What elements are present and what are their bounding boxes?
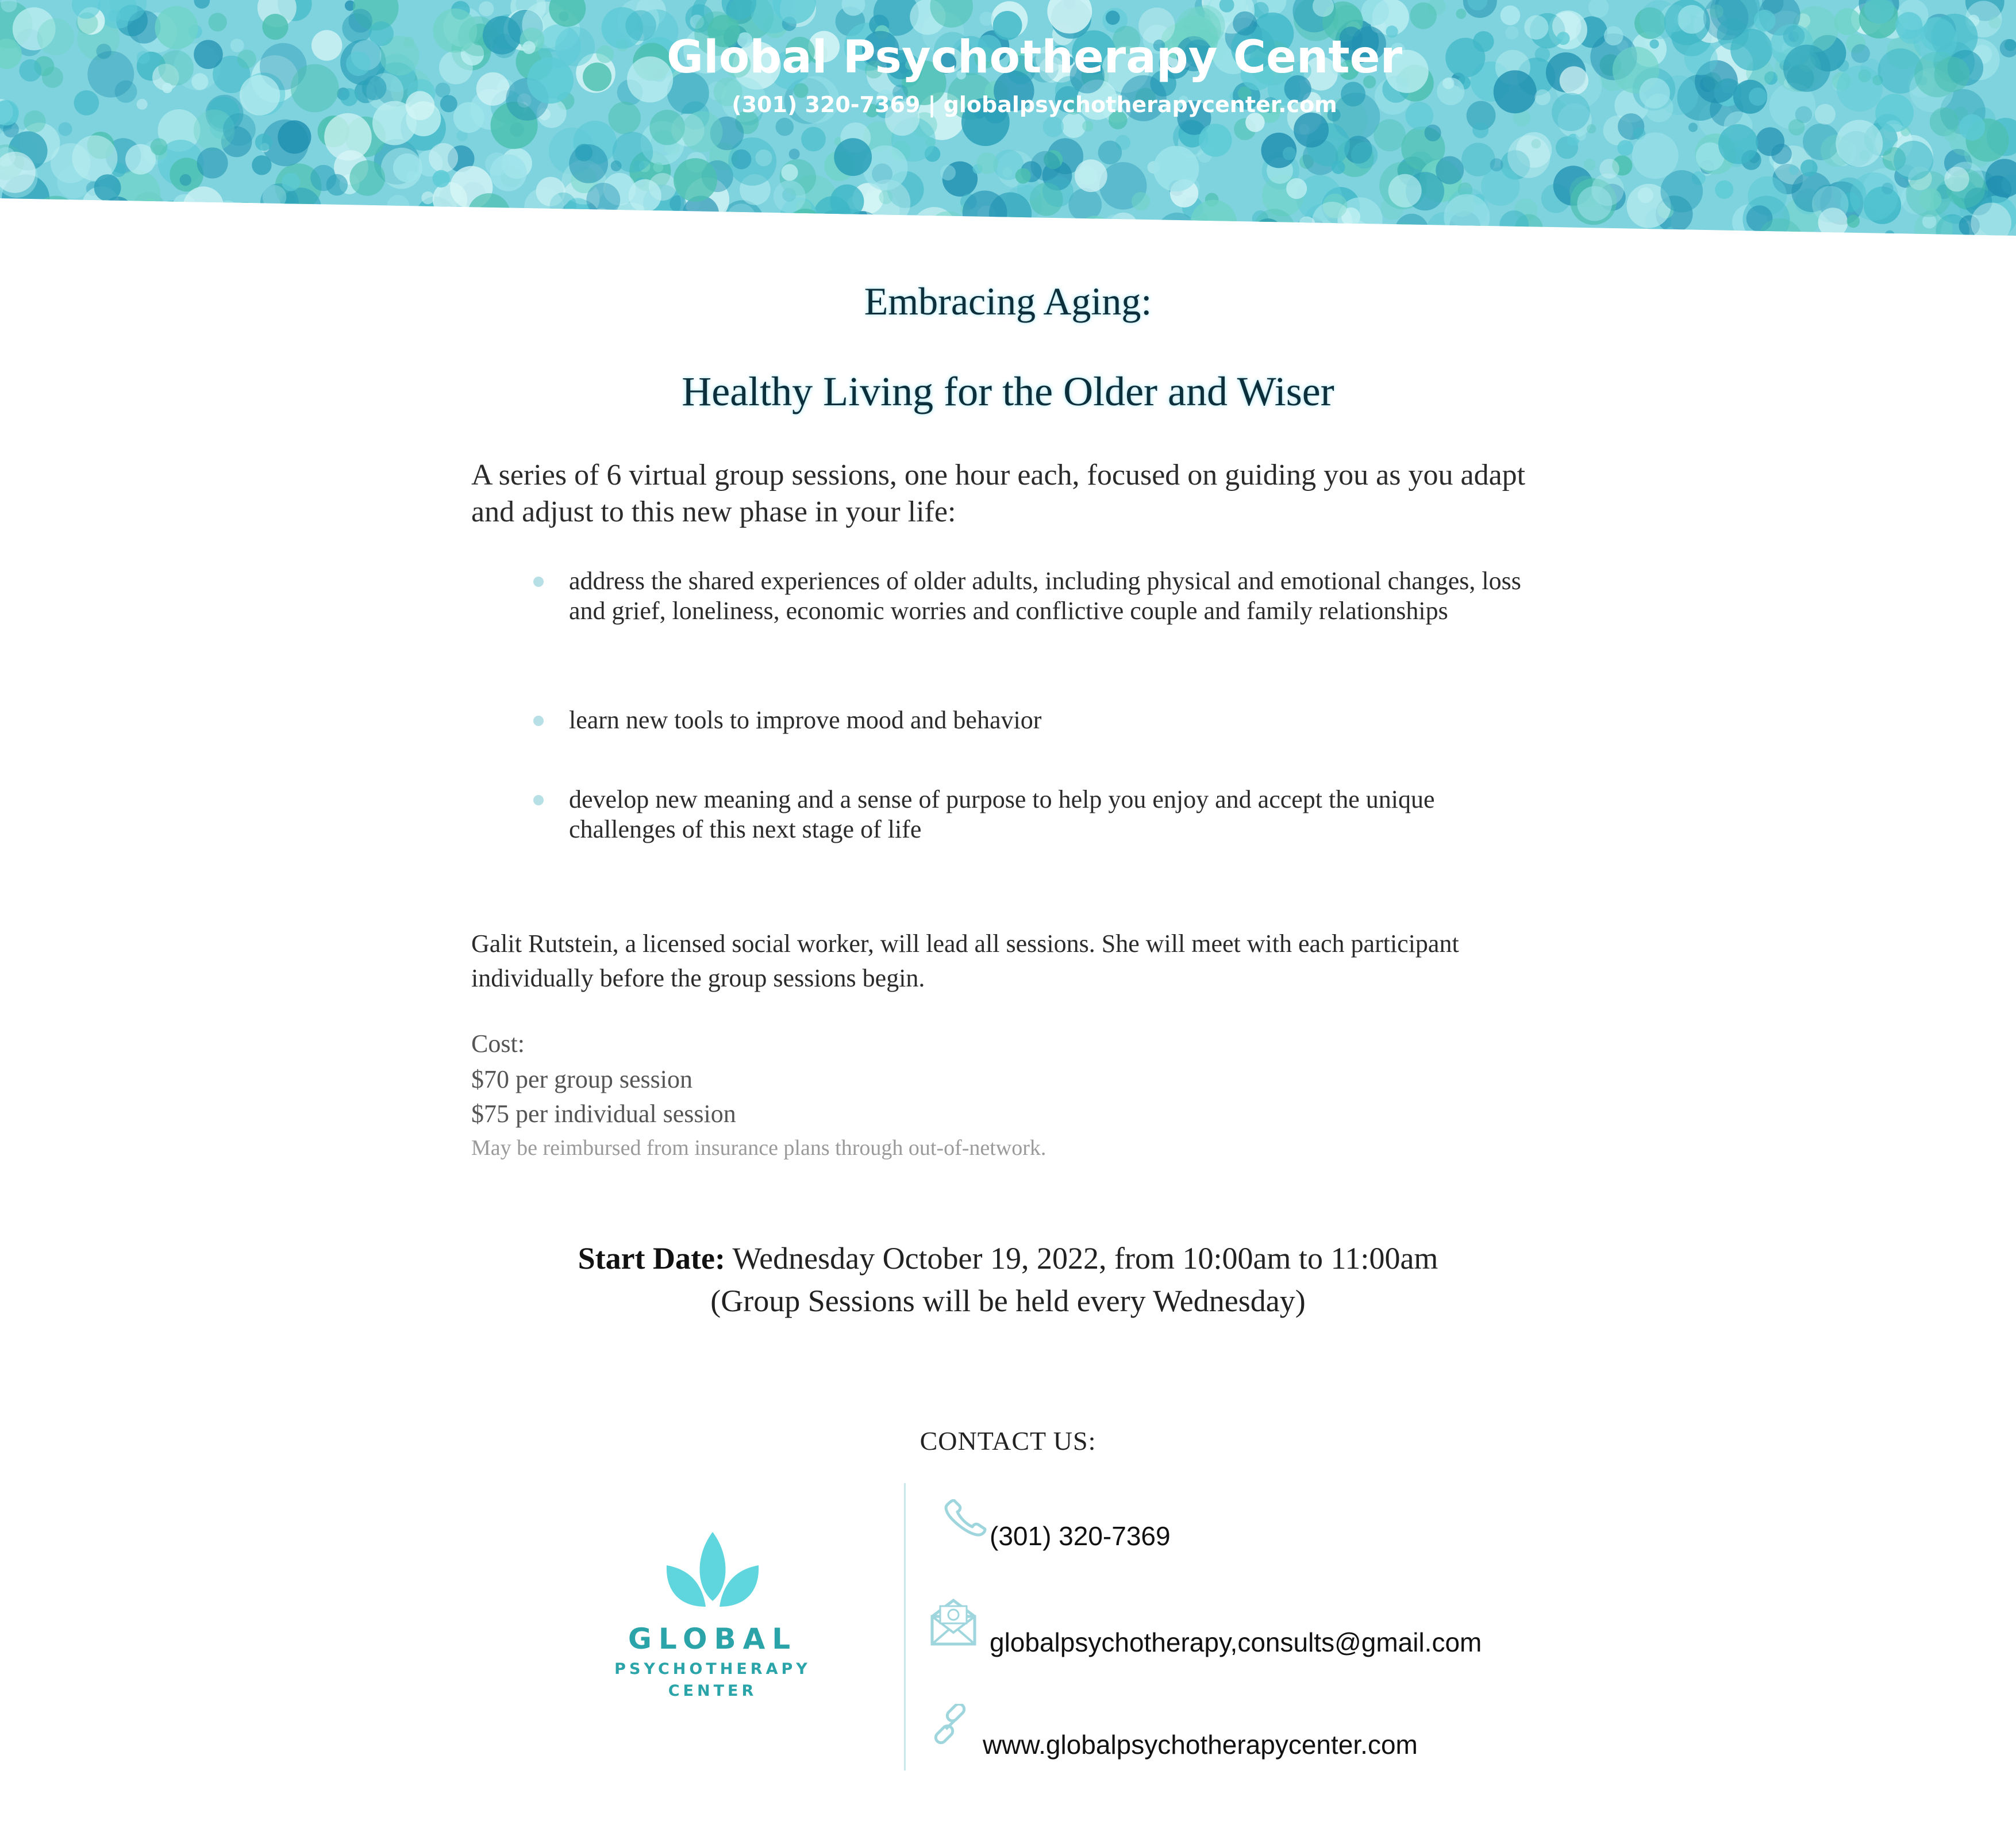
banner-dot (74, 220, 90, 235)
banner-dot (1959, 114, 1985, 140)
banner-dot (103, 197, 132, 225)
banner-dot (361, 210, 391, 236)
banner-title: Global Psychotherapy Center (666, 32, 1403, 83)
banner-dot (1836, 120, 1883, 167)
banner-dot (1718, 124, 1758, 164)
banner-dot (306, 214, 337, 236)
banner-dot (1425, 125, 1441, 141)
banner-dot (1115, 220, 1139, 236)
banner-dot (1882, 141, 1891, 151)
banner-dot (114, 216, 134, 236)
banner-dot (1789, 166, 1799, 175)
bullet-icon (533, 716, 544, 726)
banner-dot (789, 149, 800, 160)
banner-dot (443, 221, 453, 232)
banner-dot (263, 185, 287, 209)
banner-dot (763, 226, 772, 235)
banner-dot (611, 160, 622, 171)
banner-dot (1351, 142, 1378, 168)
banner-dot (68, 219, 108, 236)
banner-dot (1919, 188, 1941, 210)
banner-dot (502, 217, 533, 236)
banner-dot (282, 173, 300, 191)
banner-dot (1098, 140, 1122, 164)
banner-dot (1850, 172, 1898, 221)
banner-dot (485, 213, 503, 231)
banner-dot (468, 193, 511, 236)
banner-dot (1041, 219, 1084, 236)
banner-dot (1294, 113, 1329, 148)
banner-dot (1082, 121, 1093, 132)
banner-dot (1456, 9, 1467, 19)
banner-dot (1788, 119, 1805, 136)
banner-dot (1390, 223, 1419, 236)
banner-dot (691, 222, 721, 236)
banner-dot (1944, 129, 1957, 142)
banner-dot (374, 226, 387, 236)
banner-dot (372, 217, 398, 236)
cost-group: $70 per group session (471, 1065, 692, 1093)
banner-dot (94, 174, 121, 201)
banner-dot (1153, 146, 1199, 192)
banner-dot (1252, 2, 1269, 18)
banner-dot (1003, 221, 1031, 236)
start-date-value: Wednesday October 19, 2022, from 10:00am to 11:00am (732, 1241, 1438, 1276)
cost-individual: $75 per individual session (471, 1100, 736, 1128)
contact-website[interactable]: www.globalpsychotherapycenter.com (983, 1730, 1418, 1760)
link-icon (930, 1704, 971, 1745)
banner-dot (1754, 10, 1776, 32)
banner-dot (1105, 214, 1122, 232)
banner-dot (575, 144, 593, 162)
banner-dot (976, 152, 998, 174)
banner-dot (629, 179, 661, 212)
banner-dot (485, 152, 509, 176)
banner-dot (32, 196, 80, 236)
banner-dot (1574, 232, 1583, 236)
banner-dot (10, 209, 55, 236)
banner-dot (1678, 5, 1706, 34)
banner-dot (387, 195, 409, 217)
contact-divider (904, 1483, 906, 1771)
banner-dot (593, 208, 611, 226)
banner-dot (1894, 141, 1933, 181)
banner-dot (324, 113, 372, 161)
banner-dot (1410, 2, 1437, 29)
banner-dot (73, 206, 83, 216)
list-item (569, 705, 1546, 735)
banner-dot (1132, 192, 1150, 210)
banner-dot (180, 174, 191, 186)
start-date-note: (Group Sessions will be held every Wednesday) (710, 1284, 1306, 1318)
banner-dot (142, 198, 159, 215)
banner-dot (653, 162, 663, 172)
banner-dot (69, 232, 82, 236)
email-icon (929, 1596, 978, 1647)
banner-dot (975, 222, 992, 236)
banner-dot (1078, 166, 1098, 185)
banner-dot (326, 174, 348, 196)
page-subtitle: Healthy Living for the Older and Wiser (682, 368, 1334, 414)
banner-dot (1599, 159, 1619, 179)
contact-email[interactable]: globalpsychotherapy,consults@gmail.com (990, 1627, 1482, 1657)
banner-dot (1501, 5, 1521, 25)
banner-dot (252, 155, 271, 175)
start-date (0, 1241, 2016, 1276)
banner-dot (897, 214, 940, 236)
banner-dot (421, 191, 434, 204)
banner-dot (776, 118, 794, 136)
cost-note: May be reimbursed from insurance plans through out-of-network. (471, 1136, 1047, 1160)
banner-dot (217, 201, 238, 222)
banner-dot (1632, 132, 1679, 179)
banner-dot (1584, 159, 1596, 171)
banner-dot (1847, 215, 1860, 228)
banner-dot (393, 153, 422, 182)
banner-dot (63, 215, 75, 227)
banner-dot (598, 215, 641, 236)
start-date-label: Start Date: (578, 1241, 725, 1276)
banner-dot (1771, 144, 1792, 164)
bullet-icon (533, 577, 544, 587)
banner-dot (1628, 229, 1648, 236)
banner-dot (1436, 156, 1464, 185)
banner-dot (980, 11, 994, 26)
banner-dot (414, 226, 431, 236)
banner-dot (151, 139, 168, 156)
banner-dot (1688, 122, 1698, 132)
banner-dot (1388, 174, 1422, 208)
banner-dot (879, 190, 892, 204)
contact-heading: CONTACT US: (919, 1426, 1097, 1456)
banner-dot (349, 160, 385, 196)
banner-dot (1472, 122, 1488, 139)
banner-dot (995, 226, 1015, 236)
banner-dot (58, 122, 72, 136)
banner-dot (479, 1, 494, 16)
banner-dot (674, 158, 717, 202)
banner-dot (1812, 186, 1849, 222)
banner-dot (353, 209, 394, 236)
page-title: Embracing Aging: (864, 279, 1152, 323)
banner-dot (223, 113, 256, 146)
banner-subtitle: (301) 320-7369 | globalpsychotherapycenter.com (732, 92, 1337, 117)
banner-dot (17, 225, 31, 236)
banner-dot (1332, 160, 1345, 174)
banner-dot (73, 215, 101, 236)
banner-dot (1577, 186, 1612, 221)
banner-dot (1042, 116, 1064, 137)
logo-text-global: GLOBAL (628, 1622, 798, 1656)
banner-dot (672, 218, 695, 236)
banner-dot (1617, 140, 1633, 156)
banner-dot (1148, 222, 1159, 233)
banner-dot (191, 229, 207, 236)
banner-dot (1199, 124, 1232, 157)
banner-dot (207, 225, 226, 236)
banner-dot (113, 170, 161, 218)
banner-dot (183, 186, 224, 227)
banner-dot (1587, 124, 1596, 133)
banner-dot (233, 202, 257, 226)
banner-dot (1507, 135, 1550, 178)
header-banner (0, 0, 2016, 236)
banner-dot (830, 185, 864, 218)
banner-dot (1576, 130, 1586, 141)
banner-dot (842, 211, 882, 236)
banner-dot (524, 188, 564, 228)
banner-dot (801, 127, 826, 152)
banner-dot (172, 208, 219, 236)
list-item-text: learn new tools to improve mood and behavior (569, 706, 1042, 734)
banner-dot (898, 222, 907, 231)
banner-dot (373, 216, 408, 236)
banner-dot (1015, 168, 1031, 184)
banner-dot (834, 138, 872, 176)
banner-dot (153, 201, 192, 236)
banner-dot (255, 133, 272, 151)
contact-phone[interactable]: (301) 320-7369 (990, 1521, 1171, 1551)
banner-dot (1042, 176, 1074, 207)
banner-dot (774, 181, 806, 213)
logo-text-center: CENTER (668, 1682, 757, 1700)
intro-paragraph: A series of 6 virtual group sessions, one hour each, focused on guiding you as you adapt and adjust to this new phase in your life: (471, 459, 1526, 528)
banner-dot (197, 148, 228, 179)
phone-icon (942, 1499, 988, 1539)
banner-dot (350, 209, 387, 236)
leader-paragraph: Galit Rutstein, a licensed social worker, will lead all sessions. She will meet with each participant individually before the group sessions begin. (471, 930, 1459, 992)
banner-dot (280, 187, 321, 229)
banner-dot (1374, 119, 1406, 151)
banner-dot (336, 206, 356, 227)
banner-dot (635, 216, 667, 236)
banner-dot (1286, 178, 1307, 199)
banner-dot (1715, 181, 1733, 199)
list-item-text: address the shared experiences of older adults, including physical and emotional changes, loss and grief, loneliness, economic worries and conflictive couple and family relationships (569, 567, 1521, 625)
banner-dot (433, 182, 467, 217)
list-item (569, 785, 1546, 844)
list-item (569, 566, 1546, 626)
banner-dot (1283, 147, 1296, 160)
banner-dot (1030, 151, 1060, 181)
banner-dot (953, 217, 964, 228)
banner-dot (34, 216, 72, 236)
banner-dot (871, 218, 902, 236)
cost-label: Cost: (471, 1030, 525, 1058)
banner-dot (84, 211, 97, 224)
banner-dot (727, 203, 756, 233)
banner-dot (1944, 167, 1969, 191)
banner-dot (1800, 159, 1818, 176)
banner-dot (963, 191, 1007, 236)
bullet-icon (533, 795, 544, 805)
banner-dot (260, 211, 276, 226)
banner-dot (72, 135, 117, 181)
banner-dot (1034, 234, 1048, 236)
banner-dot (1661, 170, 1703, 213)
banner-dot (940, 165, 956, 181)
banner-dot (1106, 10, 1120, 25)
banner-dot (379, 218, 422, 236)
banner-dot (348, 9, 372, 33)
banner-dot (429, 143, 458, 172)
banner-dot (556, 211, 602, 236)
banner-dot (209, 13, 227, 31)
list-item-text: develop new meaning and a sense of purpose to help you enjoy and accept the unique challenges of this next stage of life (569, 785, 1435, 843)
banner-dot (433, 170, 450, 187)
logo-text-psychotherapy: PSYCHOTHERAPY (614, 1660, 811, 1678)
banner-dot (586, 183, 620, 217)
banner-dot (1490, 158, 1503, 171)
banner-dot (1481, 167, 1520, 206)
banner-dot (781, 164, 798, 181)
